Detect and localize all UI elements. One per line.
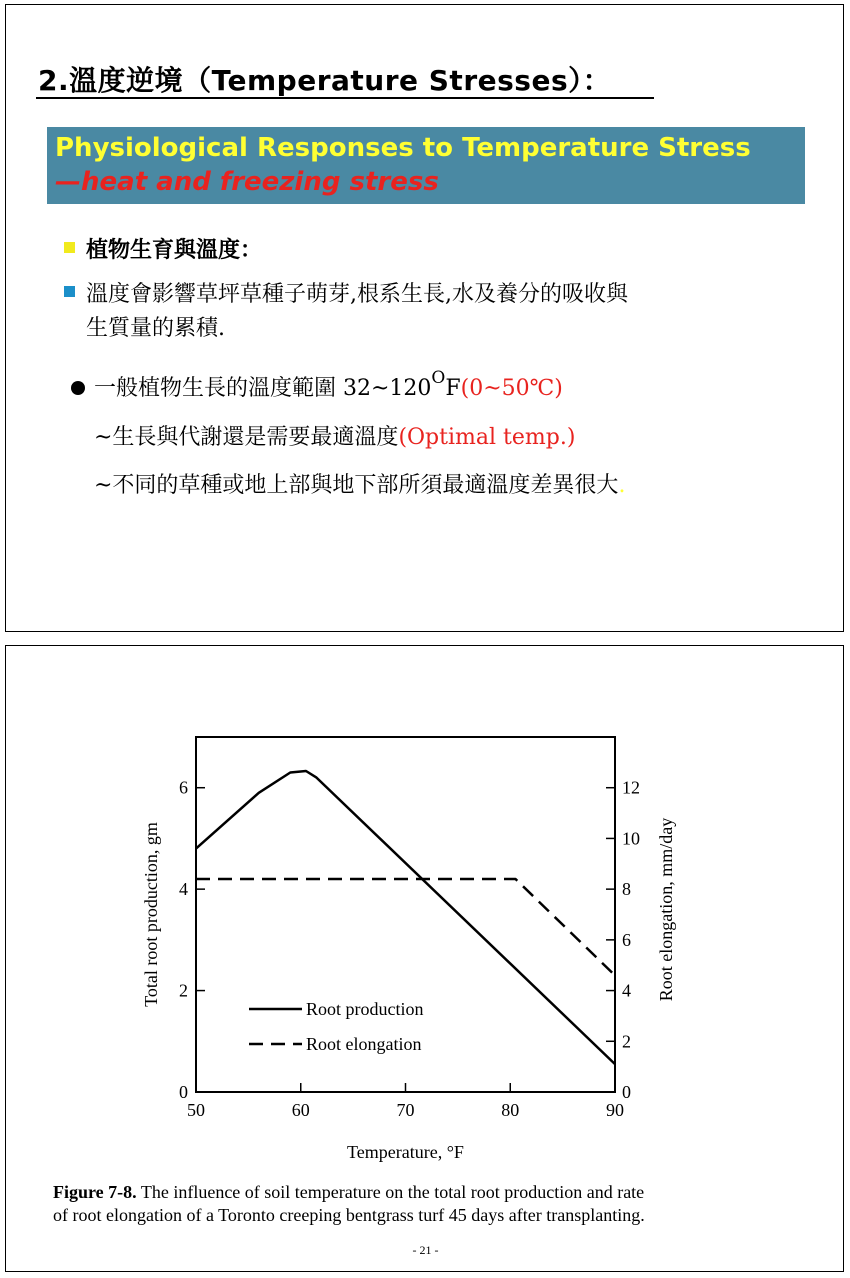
yellow-square-bullet-icon: [64, 242, 75, 253]
x-tick-label: 60: [291, 1100, 310, 1120]
title-underline: [36, 97, 654, 99]
y-right-tick-label: 2: [622, 1031, 631, 1052]
y-left-tick-label: 6: [179, 777, 188, 798]
y-right-tick-label: 4: [622, 980, 631, 1001]
legend-label: Root elongation: [306, 1034, 422, 1054]
y-right-tick-label: 0: [622, 1082, 631, 1102]
x-tick-label: 50: [187, 1100, 205, 1120]
x-axis-label: Temperature, °F: [347, 1142, 464, 1162]
note2-text: ~不同的草種或地上部與地下部所須最適溫度差異很大: [94, 473, 619, 498]
page-number: - 21 -: [412, 1243, 439, 1257]
slide-bottom: [5, 645, 844, 1272]
root-temperature-chart: [6, 646, 843, 1186]
y-left-tick-label: 4: [179, 879, 188, 900]
x-tick-label: 70: [396, 1100, 415, 1120]
range-celsius: (0~50℃): [460, 376, 563, 401]
note2-dot: .: [618, 473, 626, 498]
bullet-text-line2: 生質量的累積.: [86, 316, 225, 341]
range-intro: 一般植物生長的溫度範圍 32~120: [94, 376, 432, 401]
y-right-tick-label: 12: [622, 777, 640, 798]
bullet-heading: 植物生育與溫度：: [86, 237, 263, 263]
header-banner: [47, 127, 805, 204]
y-right-axis-label: Root elongation, mm/day: [656, 817, 676, 1002]
x-tick-label: 80: [501, 1100, 520, 1120]
banner-heading: Physiological Responses to Temperature Stress: [55, 133, 751, 163]
y-right-tick-label: 8: [622, 879, 631, 900]
note1-text: ~生長與代謝還是需要最適溫度: [94, 425, 399, 450]
blue-square-bullet-icon: [64, 286, 75, 297]
degree-mark: O: [431, 368, 446, 388]
x-tick-label: 90: [606, 1100, 624, 1120]
note-optimal: [94, 420, 575, 451]
y-left-tick-label: 0: [179, 1082, 188, 1102]
figure-caption-line1: [53, 1182, 644, 1203]
temperature-range: [94, 368, 563, 402]
note1-optimal: (Optimal temp.): [398, 425, 576, 450]
y-right-tick-label: 6: [622, 929, 631, 950]
caption-text-1: The influence of soil temperature on the total root production and rate: [140, 1182, 645, 1202]
legend-label: Root production: [306, 999, 424, 1019]
round-bullet-icon: [71, 381, 85, 395]
range-unit: F: [445, 376, 461, 401]
figure-label: Figure 7-8.: [53, 1182, 137, 1202]
banner-subheading: —heat and freezing stress: [55, 167, 439, 197]
y-left-tick-label: 2: [179, 980, 188, 1001]
y-right-tick-label: 10: [622, 828, 640, 849]
bullet-text-line1: 溫度會影響草坪草種子萌芽,根系生長,水及養分的吸收與: [86, 282, 628, 307]
series-line-root-elongation: [196, 879, 615, 975]
slide-title: 2.溫度逆境（Temperature Stresses）：: [38, 64, 612, 97]
slide-top: [5, 4, 844, 632]
note-difference: [94, 468, 625, 499]
series-line-root-production: [196, 771, 615, 1064]
y-left-axis-label: Total root production, gm: [141, 822, 161, 1007]
figure-caption-line2: of root elongation of a Toronto creeping bentgrass turf 45 days after transplanting.: [53, 1205, 645, 1225]
